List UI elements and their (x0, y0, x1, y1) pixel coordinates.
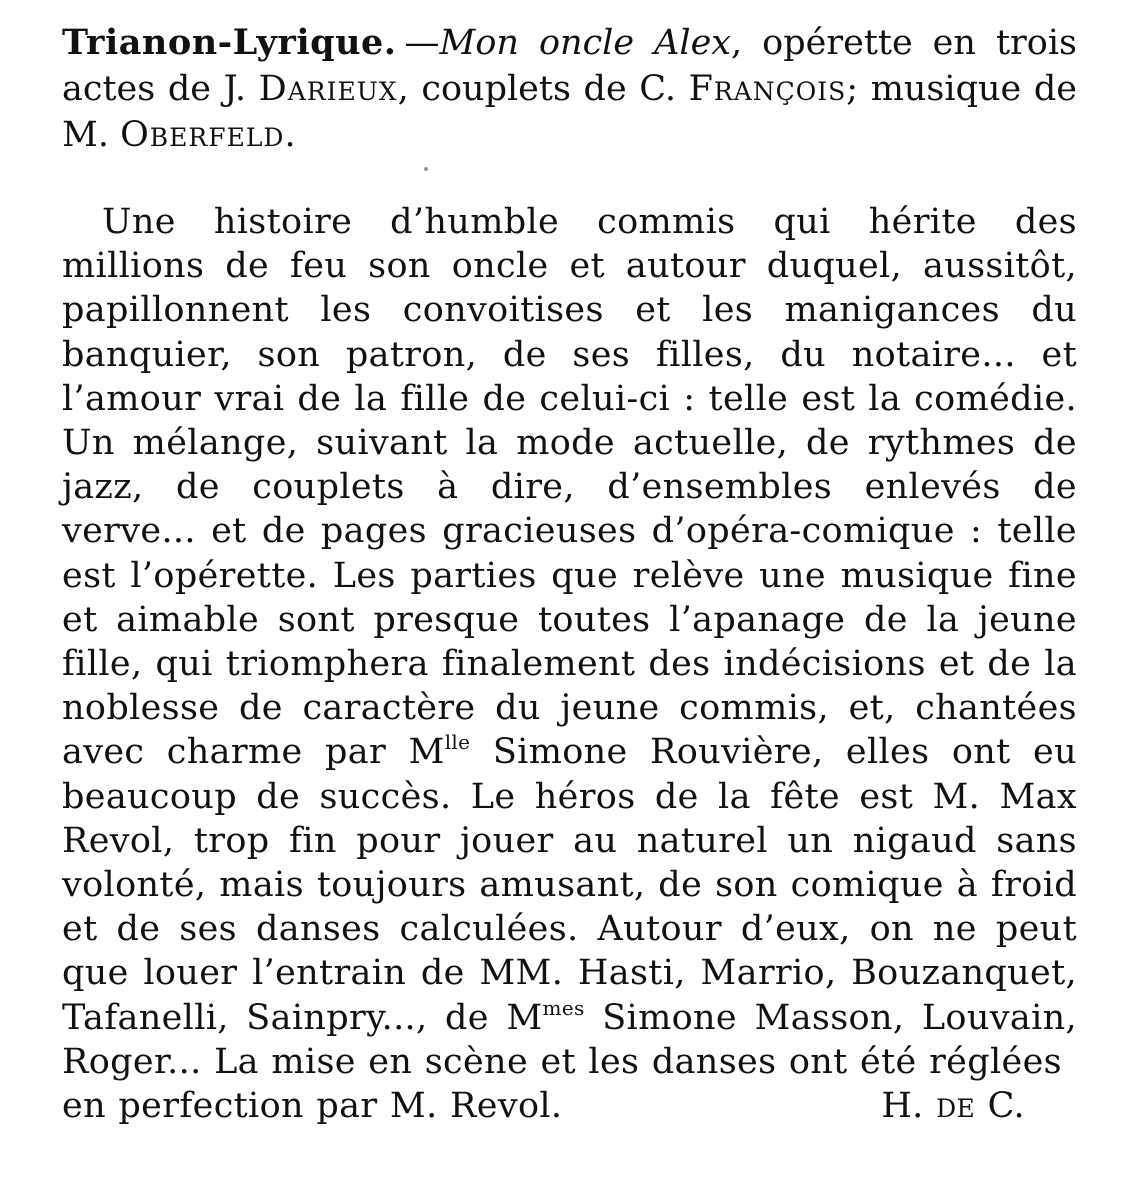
review-heading (62, 20, 1077, 158)
signature-particle: de (936, 1086, 976, 1127)
print-speck (424, 167, 428, 171)
theatre-name: Trianon-Lyrique. (62, 22, 397, 63)
review-last-line: en perfection par M. Revol. (62, 1086, 563, 1127)
lyricist-name: François (688, 69, 847, 109)
review-text-3: Simone Masson, Louvain, Roger... La mise en scène et les danses ont été réglées (62, 997, 1077, 1082)
heading-text-1: , opérette en trois actes de J. (62, 23, 1077, 109)
heading-text-4: . (284, 115, 296, 155)
mademoiselle-abbrev: lle (444, 730, 471, 755)
review-text-1: Une histoire d’humble commis qui hérite des millions de feu son oncle et autour duquel, aussitôt, papillonnent les convoitises et les manigances du banquier, son patron, de ses filles, du notaire... et l’amour vrai de la fille de celui-ci : telle est la comédie. Un mélange, suivant la mode actuelle, de rythmes de jazz, de couplets à dire, d’ensembles enlevés de verve... et de pages gracieuses d’opéra-comique : telle est l’opérette. Les parties que relève une musique fine et aimable sont presque toutes l’apanage de la jeune fille, qui triomphera finalement des indécisions et de la noblesse de caractère du jeune commis, et, chantées avec charme par M (62, 202, 1077, 773)
review-body (62, 200, 1077, 1128)
author-signature (881, 1084, 1077, 1128)
heading-dash: — (404, 23, 440, 63)
librettist-name: Darieux (258, 69, 398, 109)
mesdames-abbrev: mes (542, 995, 585, 1020)
article (62, 20, 1077, 1128)
heading-text-3: ; musique de M. (62, 69, 1077, 155)
signature-surname: C. (987, 1086, 1025, 1127)
closing-line (62, 1084, 1077, 1128)
signature-initial: H. (881, 1086, 924, 1127)
work-title: Mon oncle Alex (439, 23, 732, 63)
heading-text-2: , couplets de C. (397, 69, 689, 109)
review-text-2: Simone Rouvière, elles ont eu beaucoup de succès. Le héros de la fête est M. Max Revol, trop fin pour jouer au naturel un nigaud sans volonté, mais toujours amusant, de son comique à froid et de ses danses calculées. Autour d’eux, on ne peut que louer l’entrain de MM. Hasti, Marrio, Bouzanquet, Tafanelli, Sainpry..., de M (62, 732, 1077, 1038)
composer-name: Oberfeld (120, 115, 285, 155)
